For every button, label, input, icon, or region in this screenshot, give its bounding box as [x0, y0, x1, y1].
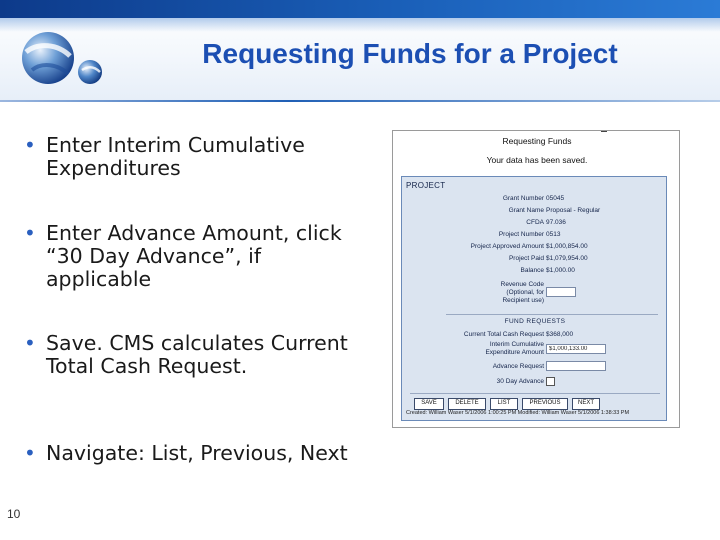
field-label: Current Total Cash Request: [463, 331, 544, 338]
saved-message: Your data has been saved.: [486, 155, 588, 165]
bullet-item: [22, 442, 372, 465]
field-label: Project Approved Amount: [470, 243, 544, 250]
bullet-text: Enter Advance Amount, click “30 Day Advance”, if applicable: [46, 221, 342, 291]
revenue-code-input[interactable]: [546, 287, 576, 297]
bullet-item: [22, 222, 372, 291]
field-label: CFDA: [526, 219, 544, 226]
bullet-text: Navigate: List, Previous, Next: [46, 441, 348, 465]
save-button[interactable]: SAVE: [414, 398, 444, 410]
screenshot-page-title: Requesting Funds: [502, 136, 572, 146]
header-rule: [0, 100, 720, 102]
bullet-dot-icon: •: [24, 331, 36, 355]
section-title-project: PROJECT: [406, 181, 446, 190]
next-button[interactable]: NEXT: [572, 398, 600, 410]
page-number: 10: [7, 507, 21, 521]
field-value: $1,000,854.00: [546, 243, 588, 250]
field-label: (Optional, for: [506, 289, 544, 296]
field-value: Proposal - Regular: [546, 207, 601, 214]
field-value: 0513: [546, 231, 561, 238]
field-label: Project Paid: [508, 255, 544, 262]
field-label: Revenue Code: [500, 281, 544, 288]
section-title-fund-requests: FUND REQUESTS: [504, 318, 566, 325]
field-value: $368,000: [546, 331, 574, 338]
bullet-item: [22, 332, 372, 378]
30-day-advance-checkbox[interactable]: [546, 377, 555, 386]
advance-request-input[interactable]: [546, 361, 606, 371]
globe-logo-icon: [12, 22, 112, 100]
app-screenshot: [392, 130, 680, 428]
slide-header: [0, 0, 720, 102]
list-button[interactable]: LIST: [490, 398, 518, 410]
field-label: Advance Request: [492, 363, 544, 370]
field-value: 05045: [546, 195, 565, 202]
field-label: Expenditure Amount: [485, 349, 544, 356]
bullet-dot-icon: •: [24, 221, 36, 245]
field-label: Project Number: [498, 231, 544, 238]
interim-expenditure-input[interactable]: [546, 344, 606, 354]
bullet-text: Enter Interim Cumulative Expenditures: [46, 133, 305, 180]
bullet-text: Save. CMS calculates Current Total Cash Request.: [46, 331, 348, 378]
field-row-interim: [402, 341, 668, 359]
delete-button[interactable]: DELETE: [448, 398, 486, 410]
field-row-revenue-code: [402, 281, 668, 305]
field-label: Grant Name: [508, 207, 544, 214]
bullet-item: [22, 134, 372, 180]
section-divider: [446, 314, 658, 315]
field-label: 30 Day Advance: [496, 378, 544, 385]
bullet-dot-icon: •: [24, 133, 36, 157]
field-label: Interim Cumulative: [489, 341, 544, 348]
header-top-strip: [0, 0, 720, 18]
previous-button[interactable]: PREVIOUS: [522, 398, 568, 410]
project-panel: [401, 176, 667, 421]
field-value: 97.036: [546, 219, 566, 226]
field-value: $1,000.00: [546, 267, 575, 274]
slide-title: Requesting Funds for a Project: [202, 38, 618, 69]
field-label: Grant Number: [502, 195, 544, 202]
button-divider: [410, 393, 660, 394]
bullet-dot-icon: •: [24, 441, 36, 465]
audit-footer: Created: William Waser 5/1/2006 1:00:25 PM Modified: William Waser 5/1/2006 1:38:33 PM: [406, 410, 630, 416]
field-label: Recipient use): [502, 297, 544, 304]
corner-mark: [601, 131, 607, 132]
field-value: $1,079,954.00: [546, 255, 588, 262]
field-label: Balance: [520, 267, 544, 274]
